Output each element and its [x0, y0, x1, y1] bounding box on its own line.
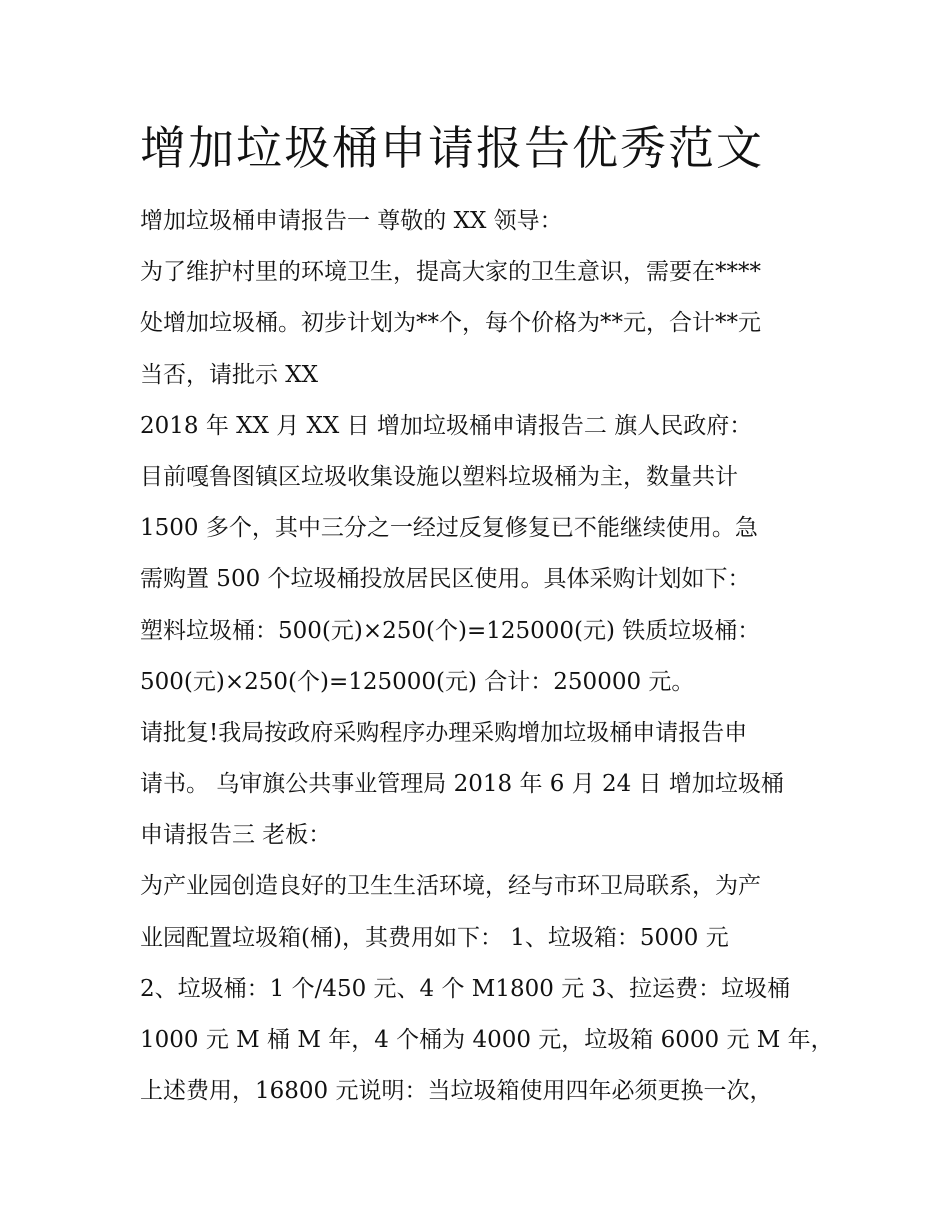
- body-line: 请批复!我局按政府采购程序办理采购增加垃圾桶申请报告申: [140, 719, 748, 746]
- document-body: [140, 202, 834, 1123]
- body-line: 申请报告三 老板：: [140, 822, 332, 849]
- body-line: 需购置 500 个垃圾桶投放居民区使用。具体采购计划如下：: [140, 566, 751, 593]
- body-line: 2、垃圾桶：1 个/450 元、4 个 M1800 元 3、拉运费：垃圾桶: [140, 975, 791, 1002]
- body-line: 上述费用，16800 元说明：当垃圾箱使用四年必须更换一次，: [140, 1078, 773, 1105]
- body-line: 请书。 乌审旗公共事业管理局 2018 年 6 月 24 日 增加垃圾桶: [140, 771, 784, 798]
- body-line: 为了维护村里的环境卫生，提高大家的卫生意识，需要在****: [140, 259, 761, 286]
- body-line: 2018 年 XX 月 XX 日 增加垃圾桶申请报告二 旗人民政府：: [140, 412, 753, 439]
- body-line: 当否，请批示 XX: [140, 361, 319, 388]
- body-line: 500(元)×250(个)=125000(元) 合计：250000 元。: [140, 668, 695, 695]
- body-line: 业园配置垃圾箱(桶)，其费用如下： 1、垃圾箱：5000 元: [140, 924, 729, 951]
- body-line: 1500 多个，其中三分之一经过反复修复已不能继续使用。急: [140, 515, 758, 542]
- body-line: 目前嘎鲁图镇区垃圾收集设施以塑料垃圾桶为主，数量共计: [140, 463, 738, 490]
- body-line: 增加垃圾桶申请报告一 尊敬的 XX 领导：: [140, 208, 563, 234]
- body-line: 处增加垃圾桶。初步计划为**个，每个价格为**元，合计**元: [140, 310, 761, 337]
- body-line: 1000 元 M 桶 M 年，4 个桶为 4000 元，垃圾箱 6000 元 M 年，: [140, 1027, 834, 1053]
- body-line: 为产业园创造良好的卫生生活环境，经与市环卫局联系，为产: [140, 873, 761, 900]
- document-title: 增加垃圾桶申请报告优秀范文: [140, 121, 764, 175]
- body-line: 塑料垃圾桶：500(元)×250(个)=125000(元) 铁质垃圾桶：: [140, 617, 761, 644]
